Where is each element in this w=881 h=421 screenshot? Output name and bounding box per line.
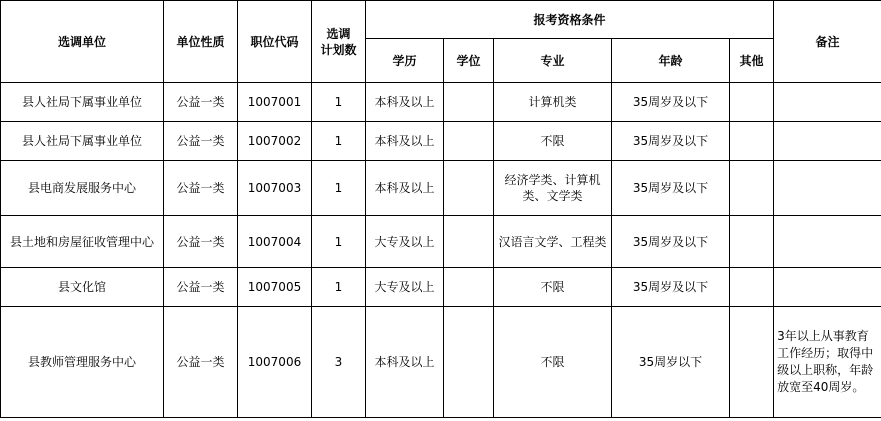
cell-major-line2: 类、文学类 [522,189,583,203]
cell-age: 35周岁及以下 [612,122,730,161]
cell-nature: 公益一类 [164,216,238,268]
header-age: 年龄 [612,39,730,83]
cell-remark [774,83,881,122]
cell-unit: 县人社局下属事业单位 [1,122,164,161]
cell-plan: 1 [312,83,366,122]
header-row-top [1,1,881,39]
cell-major [494,122,612,161]
cell-remark [774,122,881,161]
cell-code: 1007004 [238,216,312,268]
cell-unit: 县人社局下属事业单位 [1,83,164,122]
cell-code: 1007001 [238,83,312,122]
cell-unit: 县文化馆 [1,268,164,307]
table-row [1,268,881,307]
header-plan-line1: 选调 [326,26,351,41]
cell-remark [774,216,881,268]
cell-nature: 公益一类 [164,122,238,161]
cell-education: 本科及以上 [366,122,444,161]
cell-plan: 1 [312,268,366,307]
cell-nature: 公益一类 [164,268,238,307]
cell-plan: 1 [312,161,366,216]
cell-major-line1: 不限 [540,355,565,369]
cell-unit: 县教师管理服务中心 [1,307,164,418]
cell-degree [444,268,494,307]
table-row [1,122,881,161]
cell-plan: 3 [312,307,366,418]
cell-other [730,307,774,418]
header-major: 专业 [494,39,612,83]
table-row [1,161,881,216]
header-qualification: 报考资格条件 [366,1,774,39]
cell-age: 35周岁及以下 [612,83,730,122]
cell-age: 35周岁及以下 [612,268,730,307]
table-row [1,216,881,268]
cell-age: 35周岁及以下 [612,161,730,216]
cell-major-line1: 计算机类 [528,95,577,109]
cell-other [730,268,774,307]
cell-remark [774,161,881,216]
cell-degree [444,307,494,418]
header-degree: 学位 [444,39,494,83]
cell-plan: 1 [312,122,366,161]
cell-major-line1: 经济学类、计算机 [504,173,601,187]
cell-education: 本科及以上 [366,307,444,418]
cell-major [494,83,612,122]
cell-major [494,268,612,307]
cell-degree [444,161,494,216]
cell-major-line1: 汉语言文学、工程类 [498,234,607,249]
cell-code: 1007002 [238,122,312,161]
cell-nature: 公益一类 [164,307,238,418]
header-unit: 选调单位 [1,1,164,83]
cell-major [494,161,612,216]
cell-age: 35周岁及以下 [612,216,730,268]
cell-degree [444,83,494,122]
cell-unit: 县土地和房屋征收管理中心 [1,216,164,268]
cell-education: 大专及以上 [366,268,444,307]
table-row [1,83,881,122]
cell-education: 本科及以上 [366,83,444,122]
cell-nature: 公益一类 [164,83,238,122]
cell-nature: 公益一类 [164,161,238,216]
cell-code: 1007005 [238,268,312,307]
cell-other [730,161,774,216]
cell-other [730,216,774,268]
cell-major-line1: 不限 [540,134,565,148]
cell-education: 本科及以上 [366,161,444,216]
cell-age: 35周岁以下 [612,307,730,418]
header-education: 学历 [366,39,444,83]
cell-unit: 县电商发展服务中心 [1,161,164,216]
cell-plan: 1 [312,216,366,268]
header-other: 其他 [730,39,774,83]
cell-degree [444,216,494,268]
cell-major [494,216,612,268]
cell-code: 1007003 [238,161,312,216]
cell-other [730,122,774,161]
table-row [1,307,881,418]
cell-degree [444,122,494,161]
header-nature: 单位性质 [164,1,238,83]
cell-major-line1: 不限 [540,280,565,294]
header-remark: 备注 [774,1,881,83]
header-code: 职位代码 [238,1,312,83]
cell-code: 1007006 [238,307,312,418]
cell-other [730,83,774,122]
cell-remark: 3年以上从事教育工作经历；取得中级以上职称，年龄放宽至40周岁。 [774,307,881,418]
cell-remark [774,268,881,307]
cell-major [494,307,612,418]
cell-education: 大专及以上 [366,216,444,268]
header-plan-line2: 计划数 [320,42,357,57]
header-plan [312,1,366,83]
